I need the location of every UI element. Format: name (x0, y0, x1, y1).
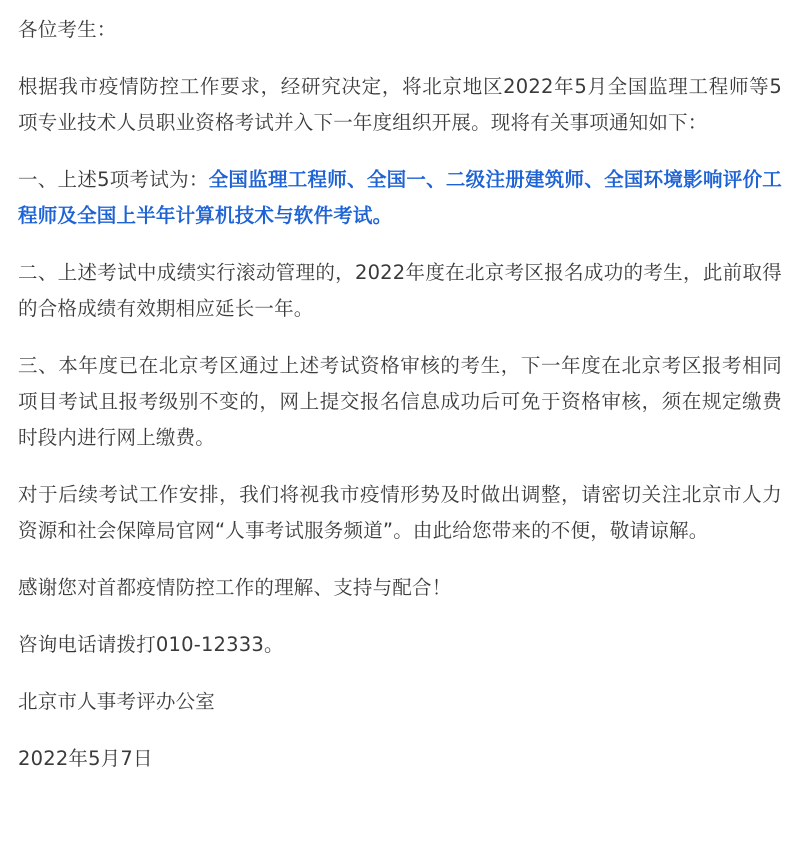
item-2-paragraph: 二、上述考试中成绩实行滚动管理的，2022年度在北京考区报名成功的考生，此前取得的合格成绩有效期相应延长一年。 (18, 261, 782, 320)
hotline-paragraph: 咨询电话请拨打010-12333。 (18, 633, 284, 656)
greeting: 各位考生： (18, 18, 117, 41)
followup-paragraph: 对于后续考试工作安排，我们将视我市疫情形势及时做出调整，请密切关注北京市人力资源和社会保障局官网“人事考试服务频道”。由此给您带来的不便，敬请谅解。 (18, 483, 782, 542)
date: 2022年5月7日 (18, 747, 153, 770)
exam-list-highlight: 全国监理工程师、全国一、二级注册建筑师、全国环境影响评价工程师及全国上半年计算机技术与软件考试。 (18, 168, 782, 227)
item-1-prefix: 一、上述5项考试为： (18, 168, 209, 191)
item-3-paragraph: 三、本年度已在北京考区通过上述考试资格审核的考生，下一年度在北京考区报考相同项目考试且报考级别不变的，网上提交报名信息成功后可免于资格审核，须在规定缴费时段内进行网上缴费。 (18, 354, 782, 449)
thanks-paragraph: 感谢您对首都疫情防控工作的理解、支持与配合！ (18, 576, 452, 599)
intro-paragraph: 根据我市疫情防控工作要求，经研究决定，将北京地区2022年5月全国监理工程师等5项专业技术人员职业资格考试并入下一年度组织开展。现将有关事项通知如下： (18, 75, 782, 134)
item-1-paragraph (18, 162, 782, 234)
signature: 北京市人事考评办公室 (18, 690, 216, 713)
